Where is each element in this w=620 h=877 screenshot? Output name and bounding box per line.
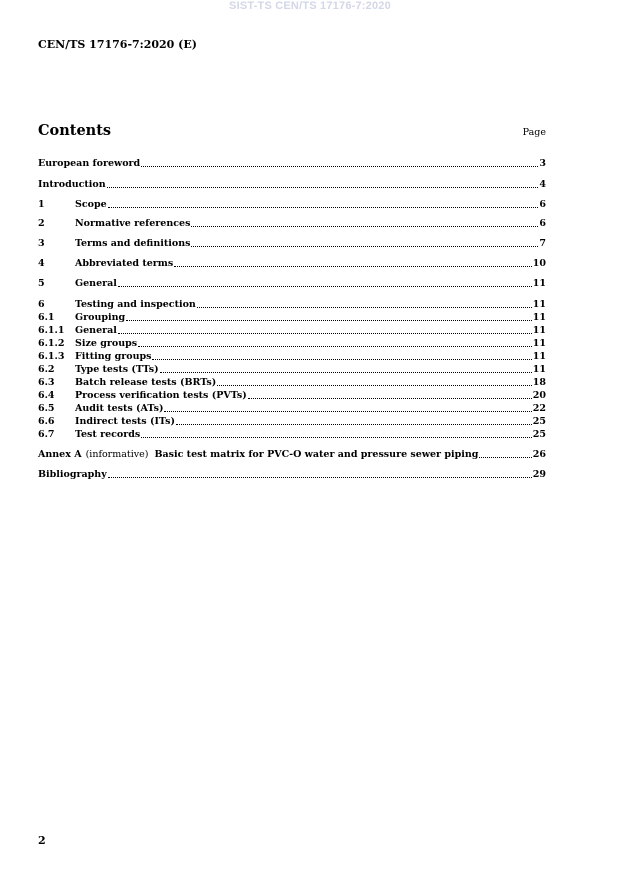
toc-entry-page: 4: [539, 179, 546, 190]
toc-entry-page: 22: [532, 403, 546, 414]
toc-entry-number: 6.1.3: [38, 351, 65, 362]
toc-entry-number: 1: [38, 199, 45, 210]
toc-entry-page: 6: [539, 218, 546, 229]
watermark: SIST-TS CEN/TS 17176-7:2020: [229, 0, 391, 12]
toc-entry-number: 5: [38, 278, 45, 289]
toc-entry[interactable]: [38, 415, 546, 428]
toc-entry-number: 6.1: [38, 312, 55, 323]
leader-dots: [126, 311, 532, 321]
leader-dots: [164, 402, 531, 412]
toc-entry-title: General: [75, 325, 117, 336]
toc-entry-title: General: [75, 278, 117, 289]
toc-entry-number: 6.1.1: [38, 325, 65, 336]
leader-dots: [118, 277, 532, 287]
toc-entry-bibliography[interactable]: [38, 468, 546, 481]
leader-dots: [248, 389, 532, 399]
leader-dots: [108, 198, 539, 208]
page-column-label: Page: [522, 127, 546, 138]
document-id: CEN/TS 17176-7:2020 (E): [38, 38, 197, 51]
toc-entry-page: 11: [532, 338, 546, 349]
toc-entry-number: 6.1.2: [38, 338, 65, 349]
toc-entry-page: 11: [532, 278, 546, 289]
toc-entry-page: 7: [539, 238, 546, 249]
toc-entry-page: 29: [532, 469, 546, 480]
toc-entry-page: 11: [532, 351, 546, 362]
annex-title: Basic test matrix for PVC-O water and pressure sewer piping: [154, 449, 479, 460]
toc-entry-title: Indirect tests (ITs): [75, 416, 175, 427]
toc-entry-title: Abbreviated terms: [75, 258, 174, 269]
toc-entry-title: Terms and definitions: [75, 238, 191, 249]
leader-dots: [217, 376, 532, 386]
annex-label: Annex A: [38, 449, 82, 460]
toc-entry-number: 6.5: [38, 403, 55, 414]
toc-entry-page: 11: [532, 312, 546, 323]
toc-entry-title: Fitting groups: [75, 351, 152, 362]
toc-entry-title: Testing and inspection: [75, 299, 196, 310]
toc-entry-title: Introduction: [38, 179, 106, 190]
toc-entry[interactable]: [38, 324, 546, 337]
toc-entry-number: 6.4: [38, 390, 55, 401]
toc-entry-page: 3: [539, 158, 546, 169]
toc-entry[interactable]: [38, 298, 546, 311]
toc-entry[interactable]: [38, 389, 546, 402]
toc-entry-title: Audit tests (ATs): [75, 403, 164, 414]
toc-entry-title: European foreword: [38, 158, 141, 169]
toc-entry[interactable]: [38, 428, 546, 441]
leader-dots: [141, 157, 538, 167]
toc-entry-title: Type tests (TTs): [75, 364, 159, 375]
toc-entry-page: 11: [532, 364, 546, 375]
toc-entry-page: 11: [532, 299, 546, 310]
leader-dots: [138, 337, 532, 347]
toc-entry-number: 2: [38, 218, 45, 229]
toc-entry-title: Bibliography: [38, 469, 107, 480]
toc-entry-page: 25: [532, 429, 546, 440]
toc-entry-number: 6.3: [38, 377, 55, 388]
toc-entry-page: 26: [532, 449, 546, 460]
toc-entry-number: 6.6: [38, 416, 55, 427]
table-of-contents: [38, 157, 546, 481]
toc-entry[interactable]: [38, 178, 546, 191]
contents-title: Contents: [38, 122, 112, 139]
toc-entry-page: 10: [532, 258, 546, 269]
toc-entry-page: 25: [532, 416, 546, 427]
leader-dots: [108, 468, 532, 478]
toc-entry-page: 6: [539, 199, 546, 210]
toc-entry-page: 18: [532, 377, 546, 388]
toc-entry-title: Normative references: [75, 218, 191, 229]
toc-entry[interactable]: [38, 350, 546, 363]
toc-entry[interactable]: [38, 157, 546, 170]
leader-dots: [107, 178, 539, 188]
toc-entry-title: Scope: [75, 199, 107, 210]
toc-entry[interactable]: [38, 198, 546, 211]
toc-entry[interactable]: [38, 311, 546, 324]
leader-dots: [191, 217, 538, 227]
toc-entry-number: 6.2: [38, 364, 55, 375]
toc-entry-page: 20: [532, 390, 546, 401]
toc-entry-title: Test records: [75, 429, 141, 440]
toc-entry[interactable]: [38, 237, 546, 250]
leader-dots: [176, 415, 532, 425]
toc-entry[interactable]: [38, 402, 546, 415]
leader-dots: [191, 237, 538, 247]
toc-entry[interactable]: [38, 337, 546, 350]
toc-entry-page: 11: [532, 325, 546, 336]
toc-entry-title: Grouping: [75, 312, 126, 323]
toc-entry[interactable]: [38, 376, 546, 389]
toc-entry-number: 6.7: [38, 429, 55, 440]
toc-entry-number: 6: [38, 299, 45, 310]
leader-dots: [479, 448, 531, 458]
leader-dots: [152, 350, 531, 360]
toc-entry-annex-a[interactable]: [38, 448, 546, 461]
toc-entry[interactable]: [38, 363, 546, 376]
toc-entry[interactable]: [38, 257, 546, 270]
toc-entry-number: 3: [38, 238, 45, 249]
toc-entry[interactable]: [38, 277, 546, 290]
leader-dots: [174, 257, 532, 267]
toc-entry-title: Process verification tests (PVTs): [75, 390, 247, 401]
page-number: 2: [38, 834, 46, 847]
leader-dots: [141, 428, 532, 438]
leader-dots: [118, 324, 532, 334]
toc-entry[interactable]: [38, 217, 546, 230]
toc-entry-number: 4: [38, 258, 45, 269]
toc-entry-title: Batch release tests (BRTs): [75, 377, 217, 388]
leader-dots: [197, 298, 532, 308]
leader-dots: [160, 363, 532, 373]
toc-entry-title: Size groups: [75, 338, 138, 349]
annex-qualifier: (informative): [85, 449, 149, 460]
